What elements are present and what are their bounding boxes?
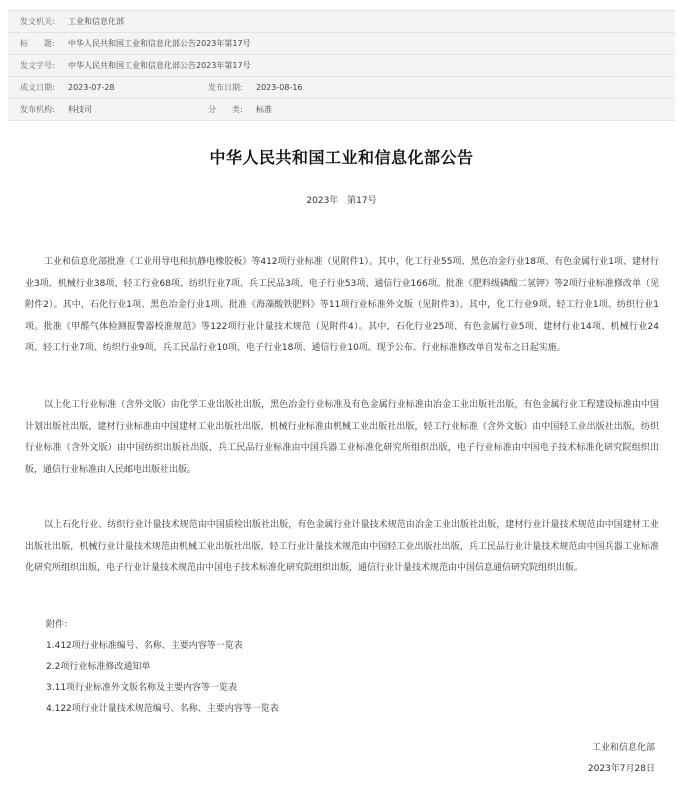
docno-label: 发文字号: bbox=[20, 61, 55, 70]
document-metadata-table bbox=[8, 10, 675, 121]
issuer-value: 工业和信息化部 bbox=[68, 17, 124, 26]
body-paragraph-2: 以上化工行业标准（含外文版）由化学工业出版社出版，黑色冶金行业标准及有色金属行业标准由冶金工业出版社出版，有色金属行业工程建设标准由中国计划出版社出版，建材行业标准由中国建材工业出版社出版，机械行业标准由机械工业出版社出版，轻工行业标准（含外文版）由中国轻工业出版社出版，纺织行业标准（含外文版）由中国纺织出版社出版，兵工民品行业标准由中国兵器工业标准化研究所组织出版，电子行业标准由中国电子技术标准化研究院组织出版，通信行业标准由人民邮电出版社出版。 bbox=[25, 400, 659, 475]
attachments-title: 附件： bbox=[46, 620, 74, 630]
attachments-section bbox=[46, 615, 279, 720]
category-value: 标准 bbox=[256, 105, 272, 114]
issuer-cell bbox=[20, 11, 124, 32]
written-date-label: 成文日期: bbox=[20, 83, 55, 92]
meta-row-issuer bbox=[8, 11, 675, 33]
published-date-label: 发布日期: bbox=[208, 83, 243, 92]
signature-block bbox=[588, 738, 655, 780]
title-value: 中华人民共和国工业和信息化部公告2023年第17号 bbox=[68, 39, 251, 48]
document-number: 2023年 第17号 bbox=[306, 196, 377, 206]
issuer-label: 发文机关: bbox=[20, 17, 55, 26]
title-label: 标 题: bbox=[20, 39, 55, 48]
signature-org: 工业和信息化部 bbox=[591, 743, 655, 753]
docno-cell bbox=[20, 55, 251, 76]
attachment-item-4: 4.122项行业计量技术规范编号、名称、主要内容等一览表 bbox=[46, 704, 279, 714]
meta-row-docno bbox=[8, 55, 675, 77]
meta-row-dates bbox=[8, 77, 675, 99]
attachment-item-3: 3.11项行业标准外文版名称及主要内容等一览表 bbox=[46, 683, 238, 693]
document-title: 中华人民共和国工业和信息化部公告 bbox=[209, 148, 474, 167]
written-date-cell bbox=[20, 77, 115, 98]
meta-row-title bbox=[8, 33, 675, 55]
published-date-value: 2023-08-16 bbox=[256, 83, 303, 92]
category-label: 分 类: bbox=[208, 105, 243, 114]
category-cell bbox=[208, 99, 272, 120]
attachment-item-2: 2.2项行业标准修改通知单 bbox=[46, 662, 151, 672]
published-date-cell bbox=[208, 77, 303, 98]
body-paragraph-1: 工业和信息化部批准《工业用导电和抗静电橡胶板》等412项行业标准（见附件1）。其中，化工行业55项、黑色冶金行业18项、有色金属行业1项、建材行业3项、机械行业38项、轻工行业68项、纺织行业7项、兵工民品3项、电子行业53项、通信行业166项。批准《肥料级磷酸二氢钾》等2项行业标准修改单（见附件2）。其中，石化行业1项、黑色冶金行业1项。批准《海藻酸铁肥料》等11项行业标准外文版（见附件3）。其中，化工行业9项、轻工行业1项、纺织行业1项。批准《甲醛气体检测报警器校准规范》等122项行业计量技术规范（见附件4）。其中，石化行业25项、有色金属行业5项、建材行业14项、机械行业24项、轻工行业7项、纺织行业9项、兵工民品行业10项、电子行业18项、通信行业10项。现予公布。行业标准修改单自发布之日起实施。 bbox=[25, 257, 659, 353]
signature-date: 2023年7月28日 bbox=[587, 764, 655, 774]
title-cell bbox=[20, 33, 251, 54]
org-label: 发布机构: bbox=[20, 105, 55, 114]
body-paragraph-3: 以上石化行业、纺织行业计量技术规范由中国质检出版社出版，有色金属行业计量技术规范由冶金工业出版社出版，建材行业计量技术规范由中国建材工业出版社出版，机械行业计量技术规范由机械工业出版社出版，轻工行业计量技术规范由中国轻工业出版社出版，兵工民品行业计量技术规范由中国兵器工业标准化研究所组织出版，电子行业计量技术规范由中国电子技术标准化研究院组织出版，通信行业计量技术规范由中国信息通信研究院组织出版。 bbox=[25, 520, 659, 573]
written-date-value: 2023-07-28 bbox=[68, 83, 115, 92]
attachment-item-1: 1.412项行业标准编号、名称、主要内容等一览表 bbox=[46, 641, 243, 651]
docno-value: 中华人民共和国工业和信息化部公告2023年第17号 bbox=[68, 61, 251, 70]
org-cell bbox=[20, 99, 92, 120]
org-value: 科技司 bbox=[68, 105, 92, 114]
meta-row-org bbox=[8, 99, 675, 121]
